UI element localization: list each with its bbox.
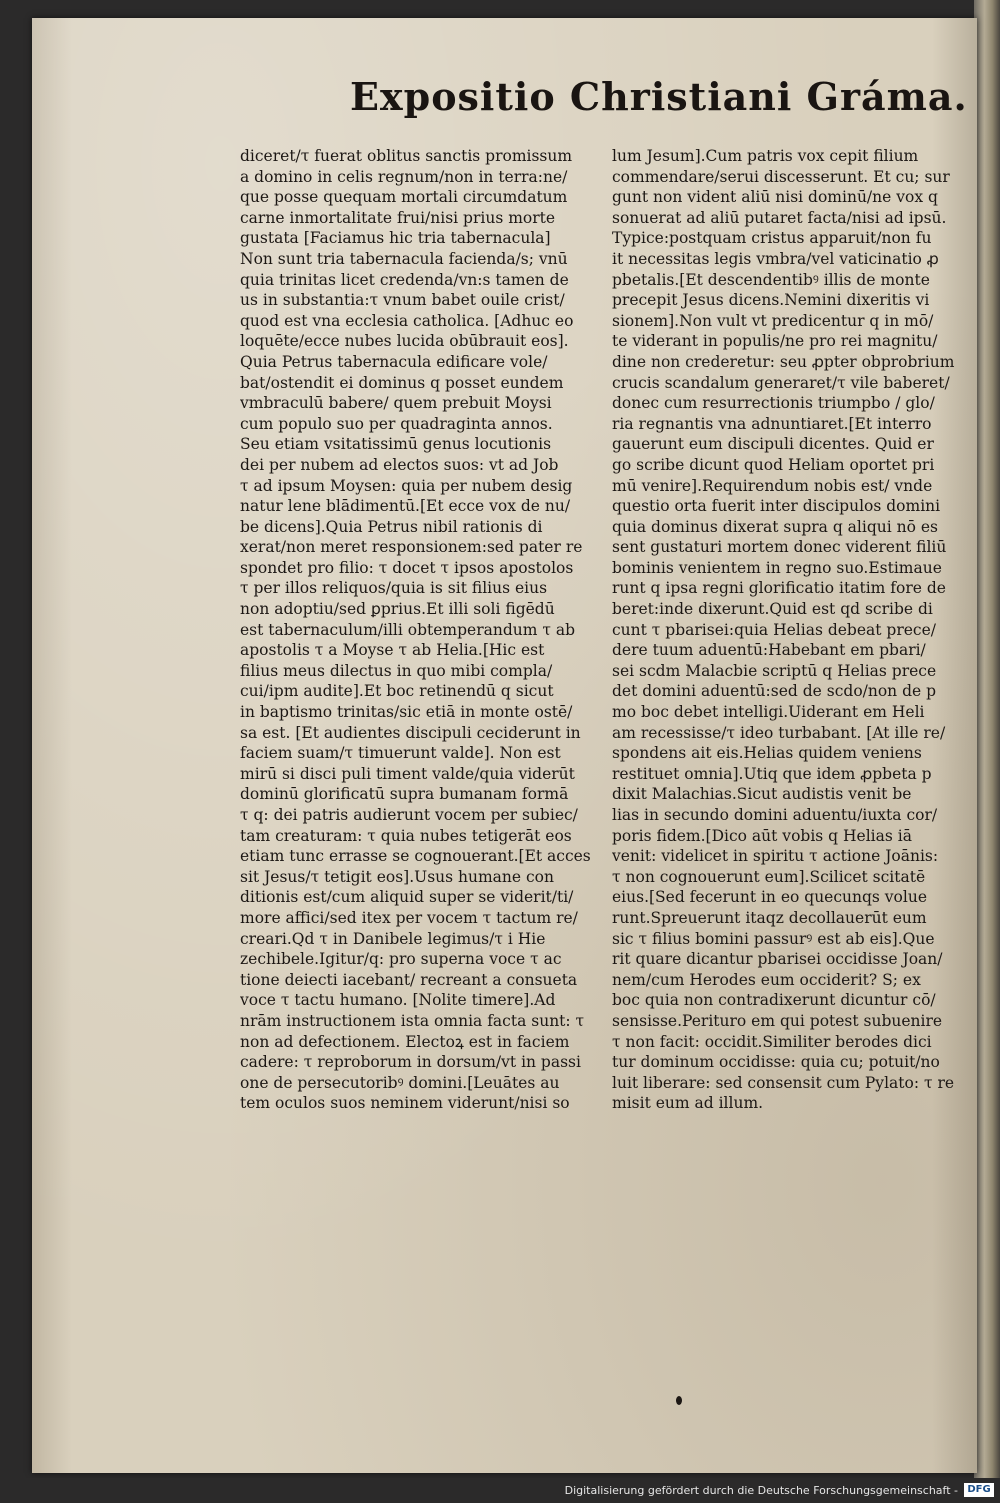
text-line: loquēte/ecce nubes lucida obūbrauit eos]. [240,332,569,351]
text-line: misit eum ad illum. [612,1094,764,1113]
text-line: nrām instructionem ista omnia facta sunt: τ [240,1011,585,1030]
text-line: Non sunt tria tabernacula facienda/s; vnū [240,249,568,268]
text-line: cui/ipm audite].Et boc retinendū q sicut [240,682,554,701]
text-line: tem oculos suos neminem viderunt/nisi so [240,1094,570,1113]
text-line: pbetalis.[Et descendentibꝰ illis de monte [612,270,930,289]
text-line: voce τ tactu humano. [Nolite timere].Ad [240,991,556,1010]
text-line: sent gustaturi mortem donec viderent filiū [612,538,947,557]
text-line: non adoptiu/sed ꝑprius.Et illi soli figēdū [240,600,555,619]
text-line: diceret/τ fuerat oblitus sanctis promissum [240,147,573,165]
text-line: bominis venientem in regno suo.Estimaue [612,558,942,577]
text-line: in baptismo trinitas/sic etiā in monte ostē/ [240,703,573,722]
text-line: lias in secundo domini aduentu/iuxta cor/ [612,806,938,824]
signature-mark [676,1396,682,1405]
text-line: mo boc debet intelligi.Uiderant em Heli [612,703,925,722]
text-line: spondens ait eis.Helias quidem veniens [612,744,922,763]
book-spine-edge [974,0,1000,1503]
text-line: etiam tunc errasse se cognouerant.[Et acces [240,847,591,866]
text-line: que posse quequam mortali circumdatum [240,188,568,207]
text-line: filius meus dilectus in quo mibi compla/ [240,661,553,680]
text-line: runt.Spreuerunt itaqz decollauerūt eum [612,908,927,927]
text-line: sa est. [Et audientes discipuli ceciderunt in [240,723,581,742]
text-line: runt q ipsa regni glorificatio itatim fore de [612,579,946,598]
text-line: poris fidem.[Dico aūt vobis q Helias iā [612,826,912,845]
text-line: vmbraculū babere/ quem prebuit Moysi [240,394,552,413]
text-line: Seu etiam vsitatissimū genus locutionis [240,435,552,454]
dfg-logo: DFG [964,1483,994,1497]
text-line: dei per nubem ad electos suos: vt ad Job [240,455,559,474]
text-line: tur dominum occidisse: quia cu; potuit/no [612,1053,940,1072]
text-line: rit quare dicantur pbarisei occidisse Joan/ [612,950,943,969]
text-line: sonuerat ad aliū putaret facta/nisi ad ipsū. [612,208,947,227]
text-line: τ ad ipsum Moysen: quia per nubem desig [240,476,573,495]
text-line: beret:inde dixerunt.Quid est qd scribe di [612,600,933,619]
text-line: natur lene blādimentū.[Et ecce vox de nu/ [240,497,571,516]
text-line: a domino in celis regnum/non in terra:ne/ [240,167,568,186]
text-line: mū venire].Requirendum nobis est/ vnde [612,476,933,495]
text-line: cunt τ pbarisei:quia Helias debeat prece/ [612,620,936,639]
text-line: τ q: dei patris audierunt vocem per subiec/ [240,806,578,824]
text-line: det domini aduentū:sed de scdo/non de p [612,682,937,701]
text-line: precepit Jesus dicens.Nemini dixeritis vi [612,291,930,310]
text-line: ria regnantis vna adnuntiaret.[Et interro [612,414,932,433]
text-line: one de persecutoribꝰ domini.[Leuātes au [240,1073,560,1092]
right-text-column [612,146,974,1114]
text-line: dixit Malachias.Sicut audistis venit be [612,785,912,804]
text-line: sic τ filius bomini passurꝰ est ab eis].Que [612,929,935,948]
text-line: boc quia non contradixerunt dicuntur cō/ [612,991,936,1010]
text-line: est tabernaculum/illi obtemperandum τ ab [240,620,576,639]
text-line: gunt non vident aliū nisi dominū/ne vox q [612,188,938,207]
text-line: zechibele.Igitur/q: pro superna voce τ ac [240,950,562,969]
text-line: sit Jesus/τ tetigit eos].Usus humane con [240,867,554,886]
text-line: carne inmortalitate frui/nisi prius morte [240,208,556,227]
text-line: questio orta fuerit inter discipulos domini [612,497,941,516]
text-line: go scribe dicunt quod Heliam oportet pri [612,455,935,474]
text-line: more affici/sed itex per vocem τ tactum re/ [240,908,578,927]
text-line: apostolis τ a Moyse τ ab Helia.[Hic est [240,641,545,660]
text-line: tione deiecti iacebant/ recreant a consueta [240,970,578,989]
text-line: lum Jesum].Cum patris vox cepit filium [612,147,919,165]
text-line: sei scdm Malacbie scriptū q Helias prece [612,661,937,680]
text-line: cum populo suo per quadraginta annos. [240,414,553,433]
text-line: τ non cognouerunt eum].Scilicet scitatē [612,867,926,886]
text-line: ditionis est/cum aliquid super se viderit/ti/ [240,888,574,907]
page-heading: Expositio Christiani Gráma. [350,74,968,119]
text-line: donec cum resurrectionis triumpbo / glo/ [612,394,935,413]
text-line: bat/ostendit ei dominus q posset eundem [240,373,564,392]
text-line: quia dominus dixerat supra q aliqui nō es [612,517,938,536]
text-line: creari.Qd τ in Danibele legimus/τ i Hie [240,929,546,948]
text-line: it necessitas legis vmbra/vel vaticinatio ꝓ [612,249,939,268]
text-line: gauerunt eum discipuli dicentes. Quid er [612,435,934,454]
text-line: quod est vna ecclesia catholica. [Adhuc eo [240,311,574,330]
text-line: venit: videlicet in spiritu τ actione Joānis: [612,847,939,866]
text-line: us in substantia:τ vnum babet ouile crist/ [240,291,565,310]
text-line: τ non facit: occidit.Similiter berodes dici [612,1032,932,1051]
text-line: luit liberare: sed consensit cum Pylato: τ re [612,1073,955,1092]
text-line: dine non crederetur: seu ꝓpter obprobrium [612,352,955,371]
text-line: quia trinitas licet credenda/vn:s tamen de [240,270,569,289]
text-line: nem/cum Herodes eum occiderit? S; ex [612,970,921,989]
text-line: Typice:postquam cristus apparuit/non fu [612,229,932,248]
text-line: commendare/serui discesserunt. Et cu; sur [612,167,950,186]
text-line: eius.[Sed fecerunt in eo quecunqs volue [612,888,928,907]
text-line: spondet pro filio: τ docet τ ipsos apostolos [240,558,574,577]
text-line: tam creaturam: τ quia nubes tetigerāt eos [240,826,572,845]
text-line: sensisse.Perituro em qui potest subuenire [612,1011,943,1030]
text-line: cadere: τ reproborum in dorsum/vt in passi [240,1053,581,1072]
text-line: restituet omnia].Utiq que idem ꝓpbeta p [612,764,932,783]
text-line: xerat/non meret responsionem:sed pater re [240,538,583,557]
text-line: faciem suam/τ timuerunt valde]. Non est [240,744,561,763]
text-line: mirū si disci puli timent valde/quia viderūt [240,764,575,783]
text-line: non ad defectionem. Electoꝝ est in faciem [240,1032,570,1051]
text-line: sionem].Non vult vt predicentur q in mō/ [612,311,934,330]
text-line: dominū glorificatū supra bumanam formā [240,785,569,804]
text-line: be dicens].Quia Petrus nibil rationis di [240,517,543,536]
digitization-credit: Digitalisierung gefördert durch die Deutsche Forschungsgemeinschaft - [564,1484,958,1497]
text-line: am recessisse/τ ideo turbabant. [At ille re/ [612,723,946,742]
left-text-column [240,146,595,1114]
text-line: τ per illos reliquos/quia is sit filius eius [240,579,548,598]
text-line: gustata [Faciamus hic tria tabernacula] [240,229,551,248]
text-line: Quia Petrus tabernacula edificare vole/ [240,352,548,371]
text-line: crucis scandalum generaret/τ vile baberet/ [612,373,950,392]
text-line: te viderant in populis/ne pro rei magnitu/ [612,332,938,351]
text-line: dere tuum aduentū:Habebant em pbari/ [612,641,926,660]
